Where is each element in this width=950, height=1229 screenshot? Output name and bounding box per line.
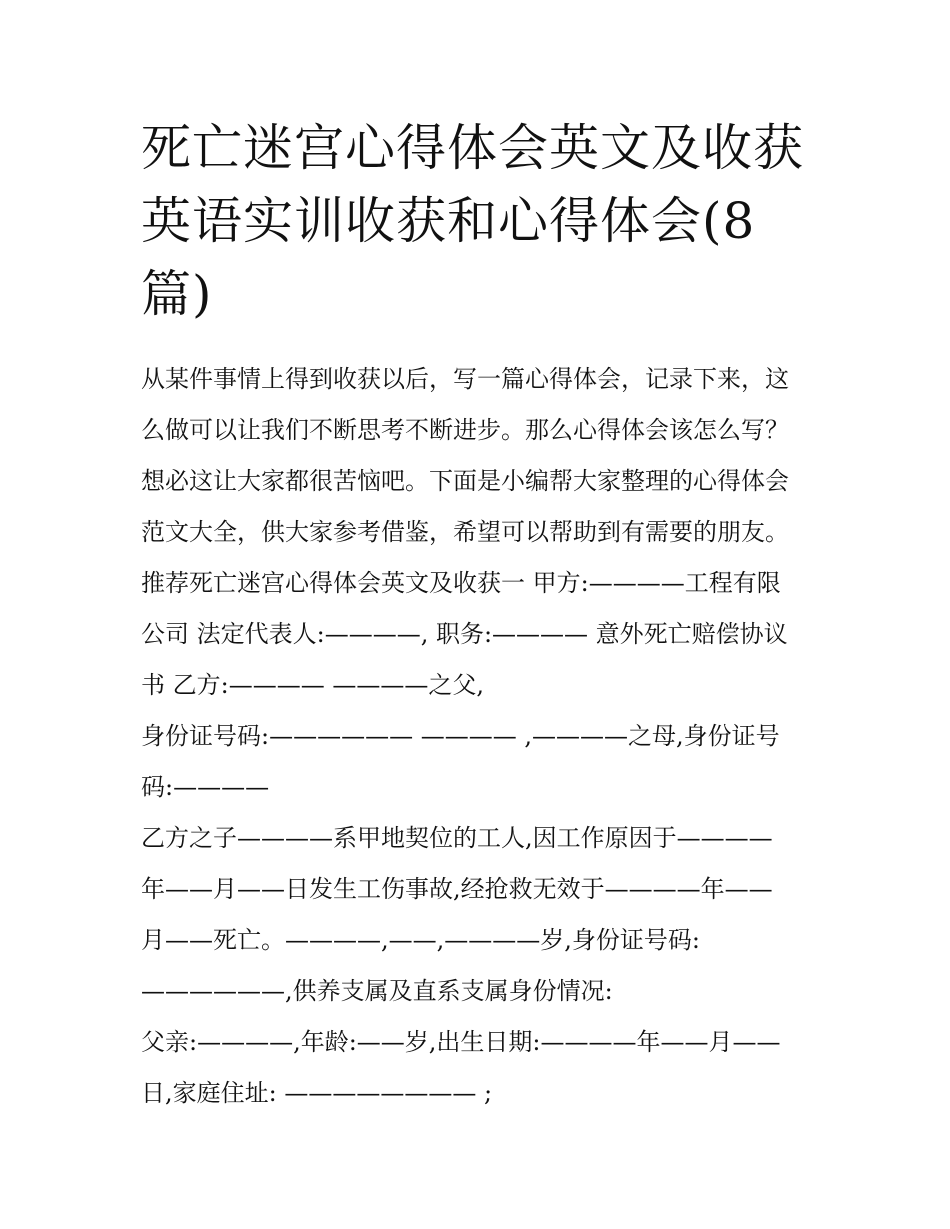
document-title	[141, 112, 821, 331]
body-line: 公司 法定代表人:————, 职务:———— 意外死亡赔偿协议	[141, 620, 788, 648]
body-line: 身份证号码:—————— ———— ,————之母,身份证号	[141, 722, 780, 750]
body-line: 月——死亡。————,——,————岁,身份证号码:	[141, 926, 700, 954]
body-line: 父亲:————,年龄:——岁,出生日期:————年——月——	[141, 1028, 781, 1056]
body-line: 书 乙方:———— ————之父,	[141, 671, 484, 699]
body-line: 么做可以让我们不断思考不断进步。那么心得体会该怎么写？	[141, 416, 789, 444]
title-line: 英语实训收获和心得体会(8	[141, 192, 756, 250]
body-line: 范文大全，供大家参考借鉴，希望可以帮助到有需要的朋友。	[141, 518, 789, 546]
body-line: 乙方之子————系甲地契位的工人,因工作原因于————	[141, 824, 773, 852]
body-line: 推荐死亡迷宫心得体会英文及收获一 甲方:————工程有限	[141, 569, 781, 597]
body-line: 日,家庭住址: ———————— ;	[141, 1079, 493, 1107]
body-line: ——————,供养支属及直系支属身份情况:	[141, 977, 613, 1005]
body-line: 码:————	[141, 773, 270, 801]
title-line: 死亡迷宫心得体会英文及收获	[141, 119, 804, 177]
title-line: 篇)	[141, 265, 213, 323]
document-body	[141, 354, 831, 1119]
body-line: 从某件事情上得到收获以后，写一篇心得体会，记录下来，这	[141, 365, 789, 393]
body-line: 想必这让大家都很苦恼吧。下面是小编帮大家整理的心得体会	[141, 467, 789, 495]
body-line: 年——月——日发生工伤事故,经抢救无效于————年——	[141, 875, 773, 903]
